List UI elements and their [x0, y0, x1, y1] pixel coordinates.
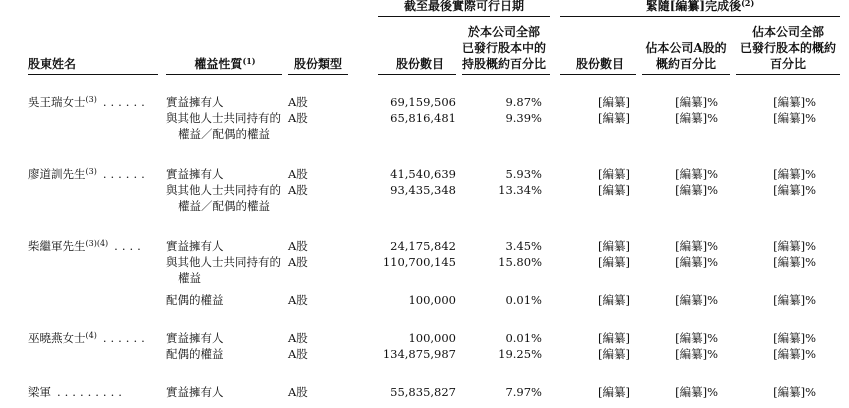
holding-percentage: 13.34% — [498, 183, 542, 197]
share-count-after: [編纂] — [598, 347, 630, 361]
rule-pct-1 — [462, 74, 550, 75]
group-rule-2 — [560, 16, 840, 17]
col-header-name: 股東姓名 — [28, 57, 77, 71]
share-class: A股 — [288, 183, 308, 197]
share-count-after: [編纂] — [598, 293, 630, 307]
interest-nature: 與其他人士共同持有的 權益 — [166, 255, 281, 285]
total-percentage-after: [編纂]% — [773, 111, 816, 125]
total-percentage-after: [編纂]% — [773, 331, 816, 345]
share-count-after: [編纂] — [598, 239, 630, 253]
rule-pct-a — [642, 74, 730, 75]
share-count: 100,000 — [408, 331, 456, 345]
holding-percentage: 9.87% — [505, 95, 542, 109]
share-count: 24,175,842 — [390, 239, 456, 253]
a-share-percentage-after: [編纂]% — [675, 347, 718, 361]
holding-percentage: 0.01% — [505, 293, 542, 307]
a-share-percentage-after: [編纂]% — [675, 111, 718, 125]
col-header-class: 股份類型 — [293, 57, 342, 71]
share-class: A股 — [288, 111, 308, 125]
holding-percentage: 15.80% — [498, 255, 542, 269]
col-header-shares-2: 股份數目 — [575, 57, 624, 71]
share-class: A股 — [288, 255, 308, 269]
col-header-pct-a: 佔本公司A股的 概約百分比 — [645, 41, 727, 71]
col-header-pct-1: 於本公司全部 已發行股本中的 持股概約百分比 — [461, 25, 546, 71]
col-header-shares-1: 股份數目 — [395, 57, 444, 71]
rule-name — [28, 74, 158, 75]
share-count: 65,816,481 — [390, 111, 456, 125]
shareholder-name: 吳王瑞女士$^{(3)}$ ...... — [28, 95, 149, 109]
share-count-after: [編纂] — [598, 385, 630, 399]
a-share-percentage-after: [編纂]% — [675, 95, 718, 109]
group-rule-1 — [378, 16, 550, 17]
holding-percentage: 0.01% — [505, 331, 542, 345]
rule-class — [288, 74, 348, 75]
share-class: A股 — [288, 385, 308, 399]
share-count-after: [編纂] — [598, 183, 630, 197]
share-class: A股 — [288, 167, 308, 181]
shareholder-name: 柴繼軍先生$^{(3)(4)}$ .... — [28, 239, 145, 253]
share-class: A股 — [288, 293, 308, 307]
total-percentage-after: [編纂]% — [773, 183, 816, 197]
holding-percentage: 5.93% — [505, 167, 542, 181]
holding-percentage: 3.45% — [505, 239, 542, 253]
share-count: 100,000 — [408, 293, 456, 307]
interest-nature: 實益擁有人 — [166, 331, 224, 345]
share-class: A股 — [288, 331, 308, 345]
shareholder-name: 廖道訓先生$^{(3)}$ ...... — [28, 167, 149, 181]
interest-nature: 實益擁有人 — [166, 239, 224, 253]
rule-shares-1 — [378, 74, 456, 75]
share-count-after: [編纂] — [598, 255, 630, 269]
share-count: 41,540,639 — [390, 167, 456, 181]
interest-nature: 實益擁有人 — [166, 95, 224, 109]
a-share-percentage-after: [編纂]% — [675, 385, 718, 399]
interest-nature: 與其他人士共同持有的 權益／配偶的權益 — [166, 183, 281, 213]
a-share-percentage-after: [編纂]% — [675, 255, 718, 269]
share-count-after: [編纂] — [598, 331, 630, 345]
holding-percentage: 19.25% — [498, 347, 542, 361]
interest-nature: 配偶的權益 — [166, 347, 224, 361]
group-header-after-completion: 緊隨[編纂]完成後$^{(2)}$ — [645, 0, 755, 13]
share-count: 55,835,827 — [390, 385, 456, 399]
col-header-pct-all: 佔本公司全部 已發行股本的概約 百分比 — [739, 25, 836, 71]
share-class: A股 — [288, 347, 308, 361]
total-percentage-after: [編纂]% — [773, 255, 816, 269]
a-share-percentage-after: [編纂]% — [675, 331, 718, 345]
share-count: 93,435,348 — [390, 183, 456, 197]
a-share-percentage-after: [編纂]% — [675, 239, 718, 253]
share-class: A股 — [288, 239, 308, 253]
interest-nature: 與其他人士共同持有的 權益／配偶的權益 — [166, 111, 281, 141]
shareholder-name: 巫曉燕女士$^{(4)}$ ...... — [28, 331, 149, 345]
a-share-percentage-after: [編纂]% — [675, 183, 718, 197]
share-count: 110,700,145 — [382, 255, 456, 269]
total-percentage-after: [編纂]% — [773, 293, 816, 307]
total-percentage-after: [編纂]% — [773, 95, 816, 109]
share-count: 69,159,506 — [390, 95, 456, 109]
holding-percentage: 9.39% — [505, 111, 542, 125]
holding-percentage: 7.97% — [505, 385, 542, 399]
share-class: A股 — [288, 95, 308, 109]
a-share-percentage-after: [編纂]% — [675, 167, 718, 181]
group-header-latest-date: 截至最後實際可行日期 — [403, 0, 524, 13]
interest-nature: 配偶的權益 — [166, 293, 224, 307]
rule-pct-all — [736, 74, 840, 75]
share-count: 134,875,987 — [382, 347, 456, 361]
share-count-after: [編纂] — [598, 167, 630, 181]
rule-nature — [166, 74, 282, 75]
interest-nature: 實益擁有人 — [166, 385, 224, 399]
total-percentage-after: [編纂]% — [773, 167, 816, 181]
total-percentage-after: [編纂]% — [773, 347, 816, 361]
rule-shares-2 — [560, 74, 636, 75]
total-percentage-after: [編纂]% — [773, 385, 816, 399]
col-header-nature: 權益性質$^{(1)}$ — [194, 56, 256, 71]
shareholder-name: 梁軍 ......... — [28, 385, 126, 399]
total-percentage-after: [編纂]% — [773, 239, 816, 253]
share-count-after: [編纂] — [598, 95, 630, 109]
share-count-after: [編纂] — [598, 111, 630, 125]
interest-nature: 實益擁有人 — [166, 167, 224, 181]
a-share-percentage-after: [編纂]% — [675, 293, 718, 307]
